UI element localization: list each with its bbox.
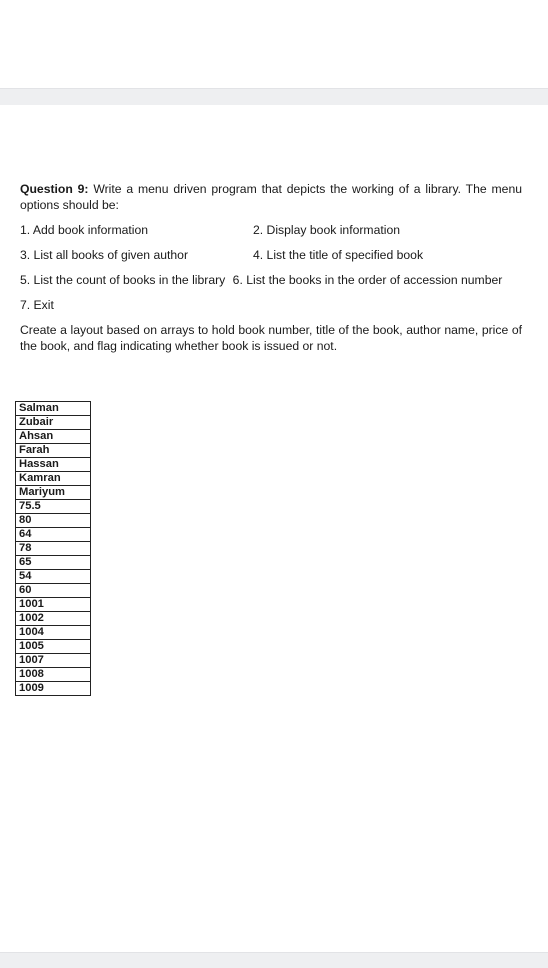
table-cell: 1001 <box>16 598 91 612</box>
table-row <box>16 570 91 584</box>
table-cell: 65 <box>16 556 91 570</box>
table-row <box>16 472 91 486</box>
table-row <box>16 598 91 612</box>
table-row <box>16 458 91 472</box>
table-cell: 1005 <box>16 640 91 654</box>
table-row <box>16 682 91 696</box>
table-cell: 1002 <box>16 612 91 626</box>
table-row <box>16 500 91 514</box>
table-row <box>16 654 91 668</box>
menu-option-2: 2. Display book information <box>253 223 400 237</box>
data-table <box>15 401 91 696</box>
menu-option-4: 4. List the title of specified book <box>253 248 424 262</box>
table-row <box>16 626 91 640</box>
table-cell: Mariyum <box>16 486 91 500</box>
table-cell: Hassan <box>16 458 91 472</box>
table-cell: Ahsan <box>16 430 91 444</box>
table-row <box>16 430 91 444</box>
table-cell: 1004 <box>16 626 91 640</box>
table-cell: 1009 <box>16 682 91 696</box>
menu-option-6: 6. List the books in the order of accession number <box>232 273 503 287</box>
table-cell: 78 <box>16 542 91 556</box>
page-separator-top <box>0 88 548 105</box>
table-row <box>16 444 91 458</box>
table-cell: 75.5 <box>16 500 91 514</box>
table-cell: 1008 <box>16 668 91 682</box>
page-separator-bottom <box>0 952 548 968</box>
table-cell: Salman <box>16 402 91 416</box>
table-row <box>16 486 91 500</box>
table-row <box>16 542 91 556</box>
table-row <box>16 556 91 570</box>
table-cell: 80 <box>16 514 91 528</box>
table-row <box>16 584 91 598</box>
layout-paragraph: Create a layout based on arrays to hold book number, title of the book, author name, price of the book, and flag indicating whether book is issued or not. <box>20 323 522 353</box>
table-row <box>16 416 91 430</box>
table-cell: Zubair <box>16 416 91 430</box>
table-row <box>16 612 91 626</box>
menu-row-1 <box>20 222 522 238</box>
table-cell: 64 <box>16 528 91 542</box>
table-row <box>16 514 91 528</box>
menu-option-1: 1. Add book information <box>20 223 149 237</box>
question-label: Question 9: <box>20 182 89 196</box>
table-row <box>16 640 91 654</box>
table-row <box>16 668 91 682</box>
table-cell: Kamran <box>16 472 91 486</box>
menu-row-2 <box>20 247 522 263</box>
question-intro: Write a menu driven program that depicts the working of a library. The menu options should be: <box>20 182 523 212</box>
table-cell: Farah <box>16 444 91 458</box>
question-paragraph <box>20 181 522 213</box>
menu-option-5: 5. List the count of books in the library <box>20 273 226 287</box>
menu-option-7: 7. Exit <box>20 298 54 312</box>
table-cell: 54 <box>16 570 91 584</box>
table-row <box>16 402 91 416</box>
menu-row-3 <box>20 272 522 288</box>
table-row <box>16 528 91 542</box>
table-cell: 1007 <box>16 654 91 668</box>
table-cell: 60 <box>16 584 91 598</box>
document-body <box>20 181 522 354</box>
menu-option-3: 3. List all books of given author <box>20 248 189 262</box>
